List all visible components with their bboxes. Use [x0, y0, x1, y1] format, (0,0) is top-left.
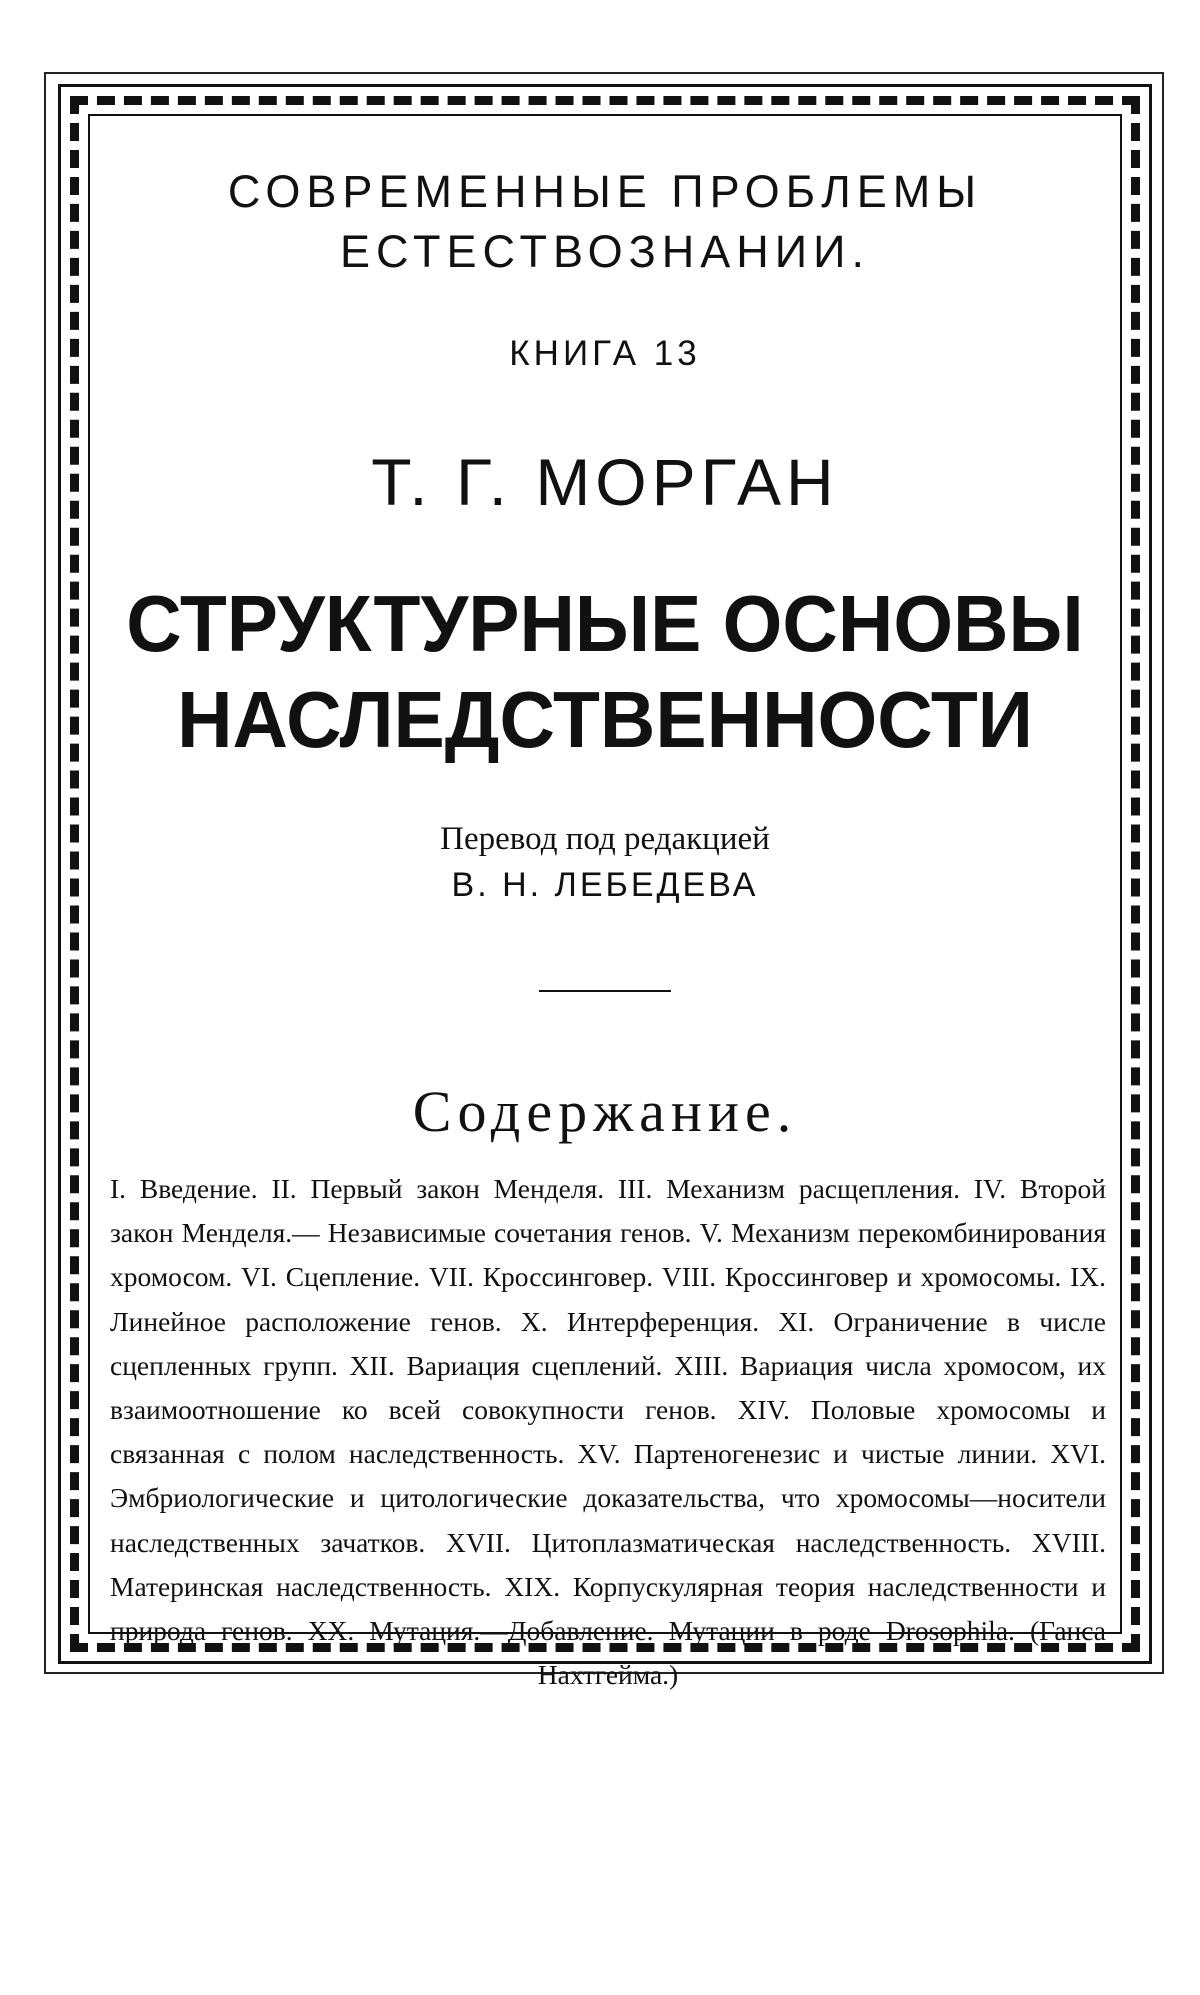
translation-label: Перевод под редакцией — [440, 821, 770, 857]
series-title — [100, 162, 1110, 282]
contents-heading: Содержание. — [412, 1079, 798, 1144]
divider-rule — [539, 990, 671, 992]
series-title-line-1: СОВРЕМЕННЫЕ ПРОБЛЕМЫ — [227, 166, 983, 217]
book-title-line-2: НАСЛЕДСТВЕННОСТИ — [177, 675, 1033, 764]
author-name: Т. Г. МОРГАН — [371, 445, 839, 519]
translation-credit — [100, 816, 1110, 908]
book-title — [120, 576, 1090, 768]
series-title-line-2: ЕСТЕСТВОЗНАНИИ. — [340, 226, 870, 277]
book-title-line-1: СТРУКТУРНЫЕ ОСНОВЫ — [126, 579, 1084, 668]
book-number: КНИГА 13 — [509, 334, 701, 373]
page-content — [100, 130, 1110, 1691]
contents-text: I. Введение. II. Первый закон Менделя. III. Механизм расщепления. IV. Второй закон Менделя.— Независимые сочетания генов. V. Механизм перекомбинирования хромосом. VI. Сцепление. VII. Кроссинговер. VIII. Кроссинговер и хромосомы. IX. Линейное расположение генов. X. Интерференция. XI. Ограничение в числе сцепленных групп. XII. Вариация сцеплений. XIII. Вариация числа хромосом, их взаимоотношение ко всей совокупности генов. XIV. Половые хромосомы и связанная с полом наследственность. XV. Партеногенезис и чистые линии. XVI. Эмбриологические и цитологические доказательства, что хромосомы—носители наследственных зачатков. XVII. Цитоплазматическая наследственность. XVIII. Материнская наследственность. XIX. Корпускулярная теория наследственности и природа генов. XX. Мутация.—Добавление. Мутации в роде Drosophila. (Ганса Нахтгейма.) — [110, 1173, 1106, 1691]
editor-name: В. Н. ЛЕБЕДЕВА — [451, 866, 759, 904]
